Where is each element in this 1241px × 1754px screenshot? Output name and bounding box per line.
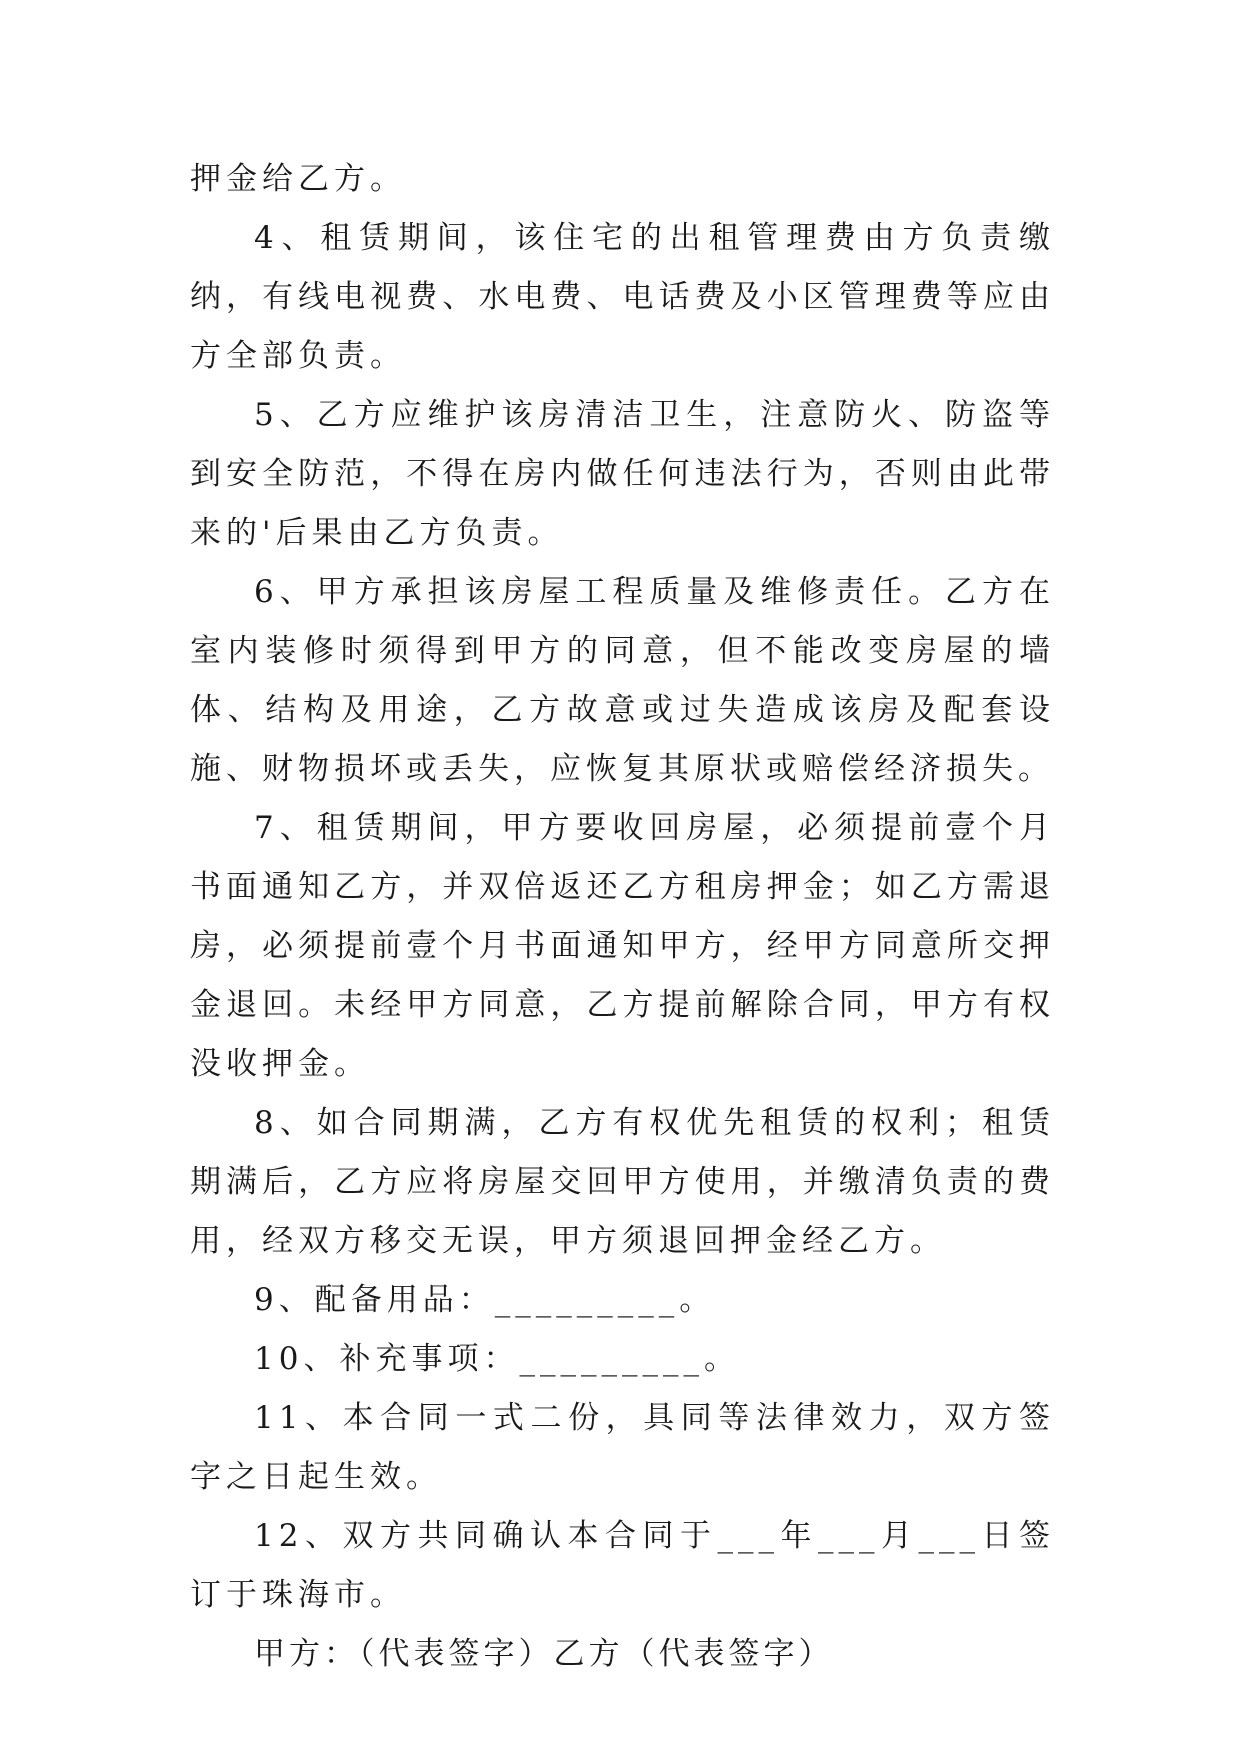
clause-9-equipment: 9、配备用品：_________。 [254, 1282, 716, 1318]
clause-6-maintenance: 6、甲方承担该房屋工程质量及维修责任。乙方在室内装修时须得到甲方的同意，但不能改变房屋的墙体、结构及用途，乙方故意或过失造成该房及配套设施、财物损坏或丢失，应恢复其原状或赔偿经济损失。 [190, 574, 1055, 787]
clause-8-expiry: 8、如合同期满，乙方有权优先租赁的权利；租赁期满后，乙方应将房屋交回甲方使用，并缴清负责的费用，经双方移交无误，甲方须退回押金经乙方。 [190, 1105, 1055, 1259]
clause-4-fees: 4、租赁期间，该住宅的出租管理费由方负责缴纳，有线电视费、水电费、电话费及小区管理费等应由方全部负责。 [190, 220, 1055, 374]
document-page [190, 150, 1055, 1684]
clause-7-termination: 7、租赁期间，甲方要收回房屋，必须提前壹个月书面通知乙方，并双倍返还乙方租房押金；如乙方需退房，必须提前壹个月书面通知甲方，经甲方同意所交押金退回。未经甲方同意，乙方提前解除合同，甲方有权没收押金。 [190, 810, 1055, 1082]
clause-11-copies: 11、本合同一式二份，具同等法律效力，双方签字之日起生效。 [190, 1400, 1055, 1495]
clause-5-safety: 5、乙方应维护该房清洁卫生，注意防火、防盗等到安全防范，不得在房内做任何违法行为，否则由此带来的'后果由乙方负责。 [190, 397, 1055, 551]
paragraph-deposit-continued: 押金给乙方。 [190, 161, 406, 197]
clause-12-signing-date: 12、双方共同确认本合同于___年___月___日签订于珠海市。 [190, 1518, 1055, 1613]
signature-line: 甲方：（代表签字）乙方（代表签字） [254, 1636, 834, 1672]
clause-10-supplementary: 10、补充事项：_________。 [254, 1341, 740, 1377]
